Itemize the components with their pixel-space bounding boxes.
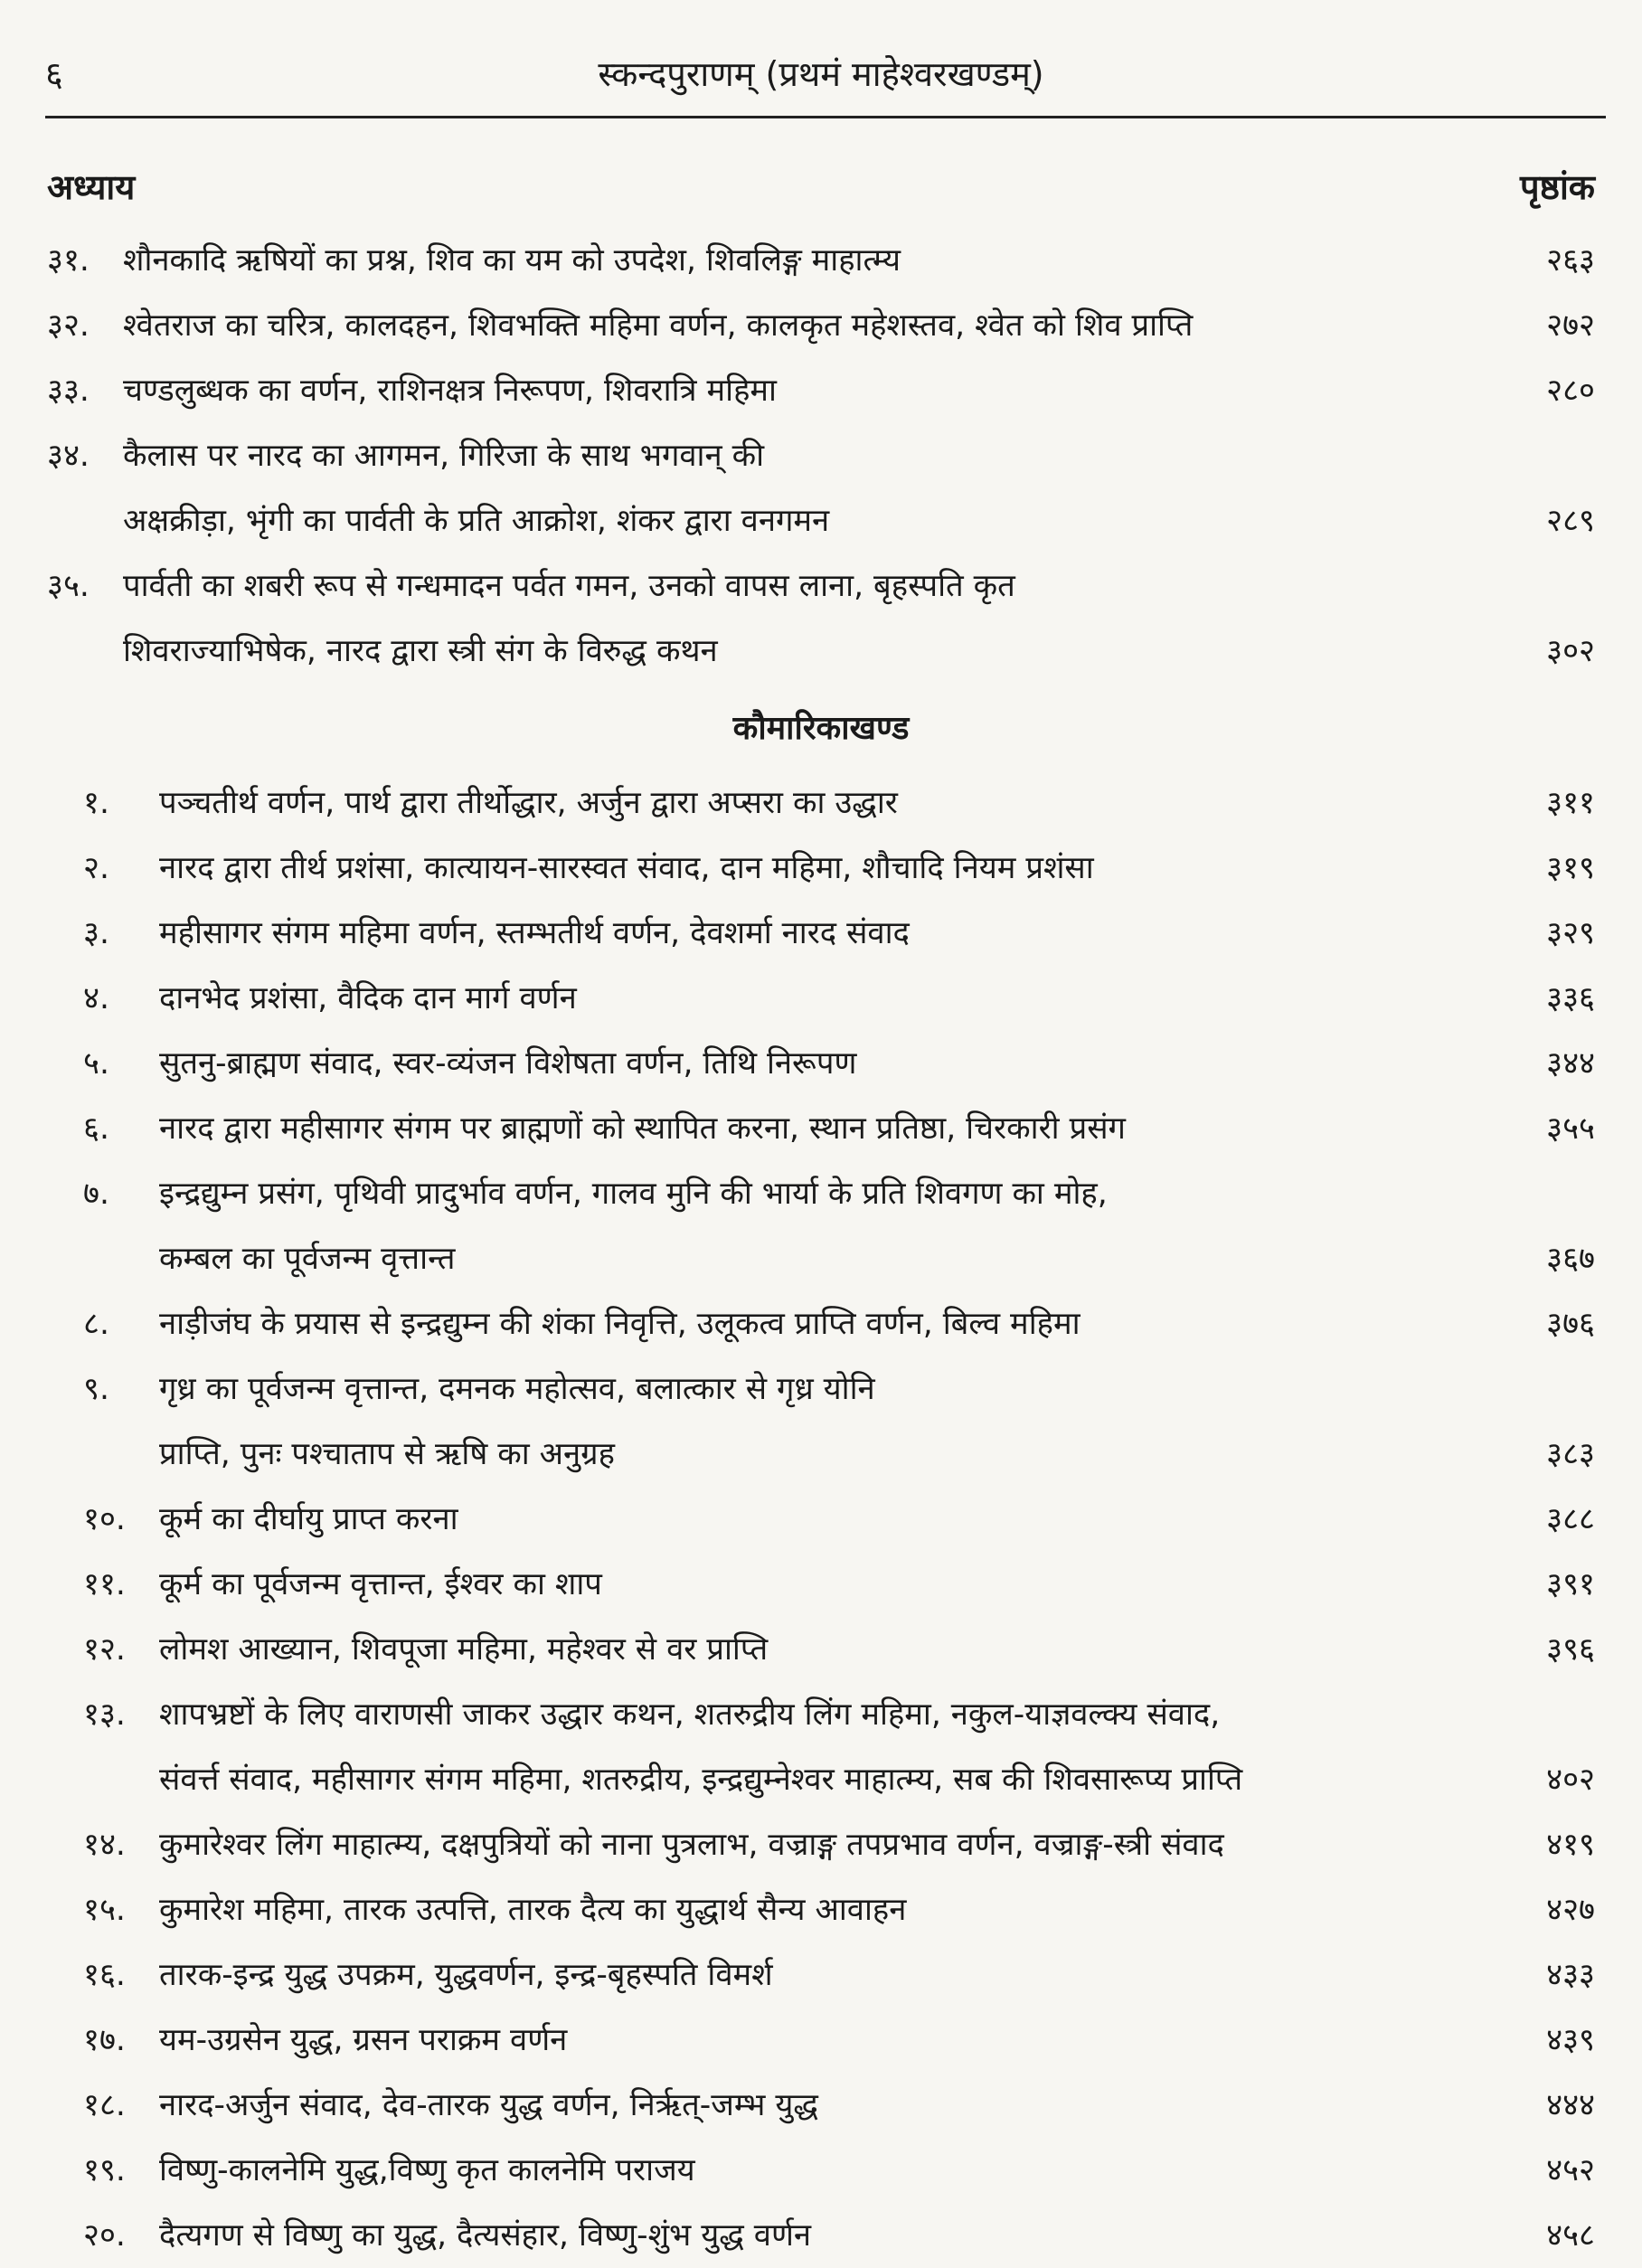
page-number-ref: ३८३ bbox=[1546, 1436, 1595, 1472]
chapter-title bbox=[159, 1031, 1496, 1096]
chapter-title bbox=[159, 1096, 1496, 1161]
chapter-title-line: विष्णु-कालनेमि युद्ध,विष्णु कृत कालनेमि पराजय bbox=[159, 2152, 695, 2188]
page-number-ref: २८९ bbox=[1546, 503, 1595, 539]
chapter-title-line: कुमारेश्वर लिंग माहात्म्य, दक्षपुत्रियों को नाना पुत्रलाभ, वज्राङ्ग तपप्रभाव वर्णन, वज्राङ्ग-स्त्री संवाद bbox=[159, 1827, 1224, 1863]
chapter-title bbox=[159, 1617, 1496, 1682]
chapter-title-line: नाड़ीजंघ के प्रयास से इन्द्रद्युम्न की शंका निवृत्ति, उलूकत्व प्राप्ति वर्णन, बिल्व महिमा bbox=[159, 1306, 1081, 1342]
chapter-number: १२. bbox=[83, 1631, 126, 1668]
chapter-title bbox=[159, 770, 1496, 836]
toc-entry bbox=[47, 293, 1595, 358]
chapter-title-line: तारक-इन्द्र युद्ध उपक्रम, युद्धवर्णन, इन्द्र-बृहस्पति विमर्श bbox=[159, 1957, 773, 1993]
toc-entry bbox=[47, 966, 1595, 1031]
chapter-title-line: कम्बल का पूर्वजन्म वृत्तान्त bbox=[159, 1241, 456, 1277]
toc-entry bbox=[47, 2008, 1595, 2073]
chapter-number: २०. bbox=[83, 2217, 126, 2254]
section-mahesvara-list bbox=[47, 228, 1595, 684]
page-number-ref: ३०२ bbox=[1546, 633, 1595, 669]
chapter-title-line: प्राप्ति, पुनः पश्चाताप से ऋषि का अनुग्रह bbox=[159, 1436, 615, 1472]
chapter-title bbox=[159, 901, 1496, 966]
page-number-ref: ४३९ bbox=[1546, 2022, 1595, 2058]
chapter-title bbox=[159, 836, 1496, 901]
page-number-ref: ३९१ bbox=[1546, 1566, 1595, 1602]
chapter-title bbox=[159, 2138, 1496, 2203]
toc-entry bbox=[47, 1356, 1595, 1487]
chapter-number: ३. bbox=[83, 915, 109, 951]
chapter-number: १३. bbox=[83, 1696, 126, 1733]
chapter-title bbox=[159, 2203, 1496, 2268]
toc-entry bbox=[47, 553, 1595, 684]
chapter-title-line: गृध्र का पूर्वजन्म वृत्तान्त, दमनक महोत्सव, बलात्कार से गृध्र योनि bbox=[159, 1371, 875, 1407]
toc-entry bbox=[47, 423, 1595, 553]
page-number-ref: २७२ bbox=[1546, 307, 1595, 344]
chapter-title-line: कुमारेश महिमा, तारक उत्पत्ति, तारक दैत्य का युद्धार्थ सैन्य आवाहन bbox=[159, 1892, 907, 1928]
chapter-title-line: शापभ्रष्टों के लिए वाराणसी जाकर उद्धार कथन, शतरुद्रीय लिंग महिमा, नकुल-याज्ञवल्क्य संवाद, bbox=[159, 1696, 1221, 1733]
toc-entry bbox=[47, 1942, 1595, 2008]
chapter-title bbox=[123, 293, 1496, 358]
chapter-title bbox=[159, 1356, 1496, 1487]
chapter-title bbox=[123, 358, 1496, 423]
chapter-title-line: महीसागर संगम महिमा वर्णन, स्तम्भतीर्थ वर्णन, देवशर्मा नारद संवाद bbox=[159, 915, 910, 951]
chapter-number: १६. bbox=[83, 1957, 126, 1993]
chapter-title-line: चण्डलुब्धक का वर्णन, राशिनक्षत्र निरूपण, शिवरात्रि महिमा bbox=[123, 373, 777, 409]
page-number-ref: ४२७ bbox=[1546, 1892, 1595, 1928]
chapter-number: ३४. bbox=[47, 438, 90, 474]
chapter-title-line: नारद द्वारा महीसागर संगम पर ब्राह्मणों को स्थापित करना, स्थान प्रतिष्ठा, चिरकारी प्रसंग bbox=[159, 1110, 1126, 1147]
chapter-title bbox=[159, 1942, 1496, 2008]
chapter-title-line: यम-उग्रसेन युद्ध, ग्रसन पराक्रम वर्णन bbox=[159, 2022, 568, 2058]
chapter-title bbox=[159, 1161, 1496, 1291]
toc-entry bbox=[47, 2138, 1595, 2203]
chapter-title-line: पार्वती का शबरी रूप से गन्धमादन पर्वत गमन, उनको वापस लाना, बृहस्पति कृत bbox=[123, 568, 1015, 604]
toc-entry bbox=[47, 1487, 1595, 1552]
chapter-title-line: संवर्त्त संवाद, महीसागर संगम महिमा, शतरुद्रीय, इन्द्रद्युम्नेश्वर माहात्म्य, सब की शिवसारूप्य प्राप्ति bbox=[159, 1762, 1243, 1798]
header-rule bbox=[45, 116, 1606, 118]
page-number-ref: ३४४ bbox=[1546, 1045, 1595, 1082]
chapter-title bbox=[159, 1291, 1496, 1356]
chapter-number: ३२. bbox=[47, 307, 90, 344]
chapter-title bbox=[159, 1877, 1496, 1942]
toc-entry bbox=[47, 836, 1595, 901]
chapter-number: ३५. bbox=[47, 568, 90, 604]
toc-entry bbox=[47, 1161, 1595, 1291]
chapter-title-line: नारद द्वारा तीर्थ प्रशंसा, कात्यायन-सारस्वत संवाद, दान महिमा, शौचादि नियम प्रशंसा bbox=[159, 850, 1094, 886]
chapter-title bbox=[159, 966, 1496, 1031]
page-number-ref: ३११ bbox=[1546, 785, 1595, 821]
chapter-number: १०. bbox=[83, 1501, 126, 1537]
chapter-title bbox=[159, 1487, 1496, 1552]
chapter-number: १४. bbox=[83, 1827, 126, 1863]
chapter-title bbox=[123, 553, 1496, 684]
chapter-number: १७. bbox=[83, 2022, 126, 2058]
toc-entry bbox=[47, 1031, 1595, 1096]
chapter-title-line: श्वेतराज का चरित्र, कालदहन, शिवभक्ति महिमा वर्णन, कालकृत महेशस्तव, श्वेत को शिव प्राप्ति bbox=[123, 307, 1194, 344]
chapter-number: ९. bbox=[83, 1371, 109, 1407]
toc-entry bbox=[47, 228, 1595, 293]
page-number-ref: ३२९ bbox=[1546, 915, 1595, 951]
section-heading: कौमारिकाखण्ड bbox=[732, 710, 910, 747]
chapter-number: ६. bbox=[83, 1110, 109, 1147]
section-kaumarika-list bbox=[47, 770, 1595, 2268]
page-number-ref: ३८८ bbox=[1546, 1501, 1595, 1537]
toc-entry bbox=[47, 1812, 1595, 1877]
toc-entry bbox=[47, 1877, 1595, 1942]
page-number-ref: ४३३ bbox=[1546, 1957, 1595, 1993]
chapter-number: ३१. bbox=[47, 242, 90, 279]
chapter-title bbox=[159, 1552, 1496, 1617]
chapter-number: १. bbox=[83, 785, 109, 821]
chapter-title-line: दैत्यगण से विष्णु का युद्ध, दैत्यसंहार, विष्णु-शुंभ युद्ध वर्णन bbox=[159, 2217, 812, 2254]
chapter-title-line: इन्द्रद्युम्न प्रसंग, पृथिवी प्रादुर्भाव वर्णन, गालव मुनि की भार्या के प्रति शिवगण का मोह, bbox=[159, 1176, 1108, 1212]
chapter-title-line: शिवराज्याभिषेक, नारद द्वारा स्त्री संग के विरुद्ध कथन bbox=[123, 633, 718, 669]
chapter-number: १५. bbox=[83, 1892, 126, 1928]
page-number-ref: ३३६ bbox=[1546, 980, 1595, 1016]
chapter-number: ७. bbox=[83, 1176, 109, 1212]
page-number-ref: ३९६ bbox=[1546, 1631, 1595, 1668]
chapter-title-line: कूर्म का दीर्घायु प्राप्त करना bbox=[159, 1501, 458, 1537]
toc-entry bbox=[47, 1552, 1595, 1617]
page-number-ref: ३५५ bbox=[1546, 1110, 1595, 1147]
chapter-title-line: नारद-अर्जुन संवाद, देव-तारक युद्ध वर्णन, निर्ऋत्-जम्भ युद्ध bbox=[159, 2087, 818, 2123]
page-number-ref: ४५२ bbox=[1546, 2152, 1595, 2188]
chapter-title-line: कैलास पर नारद का आगमन, गिरिजा के साथ भगवान् की bbox=[123, 438, 765, 474]
chapter-number: ११. bbox=[83, 1566, 126, 1602]
chapter-number: ८. bbox=[83, 1306, 109, 1342]
chapter-number: ४. bbox=[83, 980, 109, 1016]
page-number-ref: ३६७ bbox=[1546, 1241, 1595, 1277]
chapter-title-line: पञ्चतीर्थ वर्णन, पार्थ द्वारा तीर्थोद्धार, अर्जुन द्वारा अप्सरा का उद्धार bbox=[159, 785, 898, 821]
chapter-title bbox=[159, 1682, 1496, 1812]
chapter-title bbox=[159, 2073, 1496, 2138]
table-of-contents bbox=[47, 228, 1595, 2268]
chapter-number: ३३. bbox=[47, 373, 90, 409]
toc-entry bbox=[47, 358, 1595, 423]
page-number-ref: ४५८ bbox=[1546, 2217, 1595, 2254]
chapter-number: ५. bbox=[83, 1045, 109, 1082]
page-number-ref: २८० bbox=[1546, 373, 1595, 409]
page-header bbox=[0, 0, 1642, 127]
page-number-ref: ४०२ bbox=[1546, 1762, 1595, 1798]
toc-entry bbox=[47, 1096, 1595, 1161]
toc-entry bbox=[47, 1617, 1595, 1682]
toc-entry bbox=[47, 901, 1595, 966]
toc-entry bbox=[47, 1291, 1595, 1356]
toc-entry bbox=[47, 770, 1595, 836]
chapter-title-line: अक्षक्रीड़ा, भृंगी का पार्वती के प्रति आक्रोश, शंकर द्वारा वनगमन bbox=[123, 503, 830, 539]
toc-entry bbox=[47, 1682, 1595, 1812]
toc-entry bbox=[47, 2203, 1595, 2268]
page-number-ref: ४४४ bbox=[1546, 2087, 1595, 2123]
chapter-title bbox=[123, 423, 1496, 553]
page-number-ref: २६३ bbox=[1546, 242, 1595, 279]
page-number: ६ bbox=[45, 54, 63, 94]
chapter-column-heading: अध्याय bbox=[47, 167, 136, 207]
page-number-ref: ३१९ bbox=[1546, 850, 1595, 886]
chapter-title-line: सुतनु-ब्राह्मण संवाद, स्वर-व्यंजन विशेषता वर्णन, तिथि निरूपण bbox=[159, 1045, 857, 1082]
page-number-ref: ४१९ bbox=[1546, 1827, 1595, 1863]
running-title: स्कन्दपुराणम् (प्रथमं माहेश्वरखण्डम्) bbox=[598, 54, 1044, 94]
chapter-title bbox=[159, 2008, 1496, 2073]
chapter-number: १९. bbox=[83, 2152, 126, 2188]
chapter-title-line: शौनकादि ऋषियों का प्रश्न, शिव का यम को उपदेश, शिवलिङ्ग माहात्म्य bbox=[123, 242, 901, 279]
chapter-number: २. bbox=[83, 850, 109, 886]
page-column-heading: पृष्ठांक bbox=[1520, 167, 1595, 207]
chapter-title-line: लोमश आख्यान, शिवपूजा महिमा, महेश्वर से वर प्राप्ति bbox=[159, 1631, 769, 1668]
toc-entry bbox=[47, 2073, 1595, 2138]
chapter-title bbox=[123, 228, 1496, 293]
page-number-ref: ३७६ bbox=[1546, 1306, 1595, 1342]
chapter-title-line: कूर्म का पूर्वजन्म वृत्तान्त, ईश्वर का शाप bbox=[159, 1566, 602, 1602]
chapter-title bbox=[159, 1812, 1496, 1877]
chapter-number: १८. bbox=[83, 2087, 126, 2123]
chapter-title-line: दानभेद प्रशंसा, वैदिक दान मार्ग वर्णन bbox=[159, 980, 577, 1016]
